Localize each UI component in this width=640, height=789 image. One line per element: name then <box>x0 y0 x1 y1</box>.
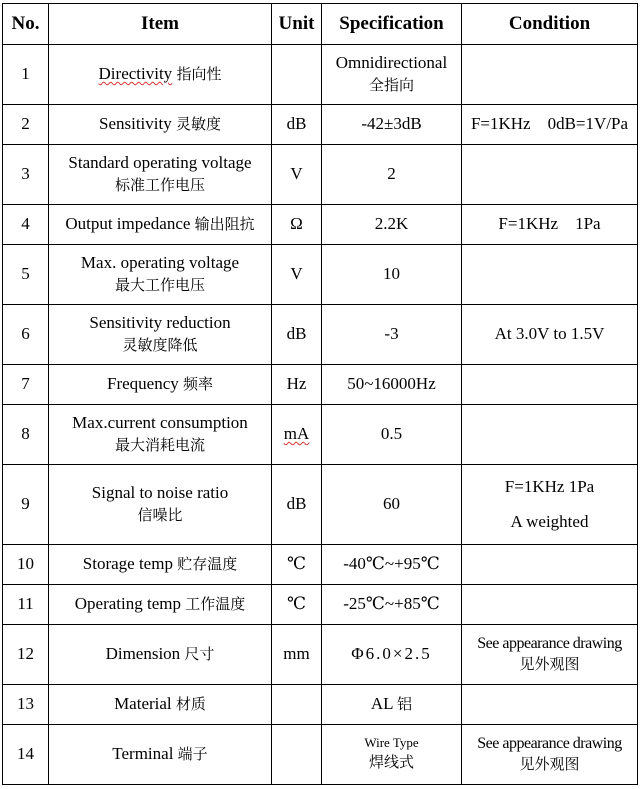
spec-cell: 0.5 <box>322 405 462 465</box>
spec-value-cn: 全指向 <box>368 77 414 94</box>
item-cell <box>49 405 272 465</box>
spec-cell: -3 <box>322 305 462 365</box>
row-number: 4 <box>3 205 49 245</box>
unit-cell: ℃ <box>272 585 322 625</box>
spec-cell: -42±3dB <box>322 105 462 145</box>
item-name-cn: 材质 <box>175 697 206 714</box>
item-name: Max. operating voltage <box>80 253 240 273</box>
item-cell <box>49 145 272 205</box>
item-cell <box>49 685 272 725</box>
unit-cell: dB <box>272 465 322 545</box>
row-number: 14 <box>3 725 49 785</box>
condition-cell <box>462 625 638 685</box>
item-name-cn: 最大工作电压 <box>114 277 205 294</box>
table-row <box>3 685 638 725</box>
item-name: Max.current consumption <box>72 413 248 433</box>
item-name-cn: 频率 <box>183 377 214 394</box>
condition-line-2: A weighted <box>510 511 589 531</box>
item-cell <box>49 305 272 365</box>
unit-cell: Ω <box>272 205 322 245</box>
item-cell <box>49 365 272 405</box>
item-name: Storage temp <box>82 554 173 574</box>
spec-cell: 10 <box>322 245 462 305</box>
row-number: 9 <box>3 465 49 545</box>
row-number: 12 <box>3 625 49 685</box>
item-name: Sensitivity reduction <box>89 313 231 333</box>
item-name-cn: 尺寸 <box>184 647 215 664</box>
spec-value: Wire Type <box>364 735 419 751</box>
item-name-cn: 最大消耗电流 <box>114 437 205 454</box>
item-name: Dimension <box>105 644 181 664</box>
item-name: Operating temp <box>74 594 181 614</box>
unit-cell: V <box>272 245 322 305</box>
table-row <box>3 465 638 545</box>
item-name-cn: 贮存温度 <box>177 557 238 574</box>
table-row <box>3 725 638 785</box>
row-number: 11 <box>3 585 49 625</box>
unit-cell <box>272 685 322 725</box>
row-number: 7 <box>3 365 49 405</box>
condition-line-2: 见外观图 <box>519 657 580 674</box>
unit-cell: dB <box>272 105 322 145</box>
item-name: Sensitivity <box>99 114 172 134</box>
item-name: Output impedance <box>65 214 191 234</box>
specification-table <box>2 3 638 785</box>
item-name-cn: 指向性 <box>176 67 222 84</box>
header-specification: Specification <box>322 4 462 45</box>
table-row <box>3 45 638 105</box>
spec-cell: 50~16000Hz <box>322 365 462 405</box>
table-row <box>3 245 638 305</box>
row-number: 1 <box>3 45 49 105</box>
condition-cell: F=1KHz 1Pa <box>462 205 638 245</box>
row-number: 8 <box>3 405 49 465</box>
item-name-cn: 输出阻抗 <box>194 217 255 234</box>
item-name: Material <box>114 694 172 714</box>
item-name-cn: 灵敏度 <box>175 117 221 134</box>
condition-line-2: 见外观图 <box>519 757 580 774</box>
spec-cell: -25℃~+85℃ <box>322 585 462 625</box>
spec-cell <box>322 685 462 725</box>
condition-cell <box>462 465 638 545</box>
item-cell <box>49 725 272 785</box>
header-unit: Unit <box>272 4 322 45</box>
row-number: 5 <box>3 245 49 305</box>
item-cell <box>49 45 272 105</box>
item-cell <box>49 245 272 305</box>
header-condition: Condition <box>462 4 638 45</box>
spec-cell: 2 <box>322 145 462 205</box>
header-no: No. <box>3 4 49 45</box>
unit-cell <box>272 405 322 465</box>
condition-cell <box>462 45 638 105</box>
row-number: 3 <box>3 145 49 205</box>
condition-cell <box>462 365 638 405</box>
item-cell <box>49 105 272 145</box>
header-row <box>3 4 638 45</box>
item-name: Standard operating voltage <box>68 153 252 173</box>
item-name-cn: 端子 <box>177 747 208 764</box>
condition-line-1: See appearance drawing <box>477 635 622 653</box>
item-name-cn: 标准工作电压 <box>114 177 205 194</box>
item-name-cn: 信噪比 <box>137 507 183 524</box>
table-row <box>3 405 638 465</box>
spec-cell <box>322 45 462 105</box>
row-number: 6 <box>3 305 49 365</box>
spec-cell <box>322 725 462 785</box>
unit-cell: V <box>272 145 322 205</box>
table-row <box>3 205 638 245</box>
condition-line-1: F=1KHz 1Pa <box>504 476 595 496</box>
row-number: 2 <box>3 105 49 145</box>
unit-cell: Hz <box>272 365 322 405</box>
unit-cell: ℃ <box>272 545 322 585</box>
item-name-cn: 工作温度 <box>185 597 246 614</box>
spec-cell: 2.2K <box>322 205 462 245</box>
item-cell <box>49 585 272 625</box>
unit-value: mA <box>283 424 310 444</box>
condition-cell <box>462 545 638 585</box>
item-cell <box>49 205 272 245</box>
table-row <box>3 585 638 625</box>
condition-cell <box>462 585 638 625</box>
unit-cell: dB <box>272 305 322 365</box>
item-name: Terminal <box>112 744 174 764</box>
table-row <box>3 145 638 205</box>
item-cell <box>49 545 272 585</box>
row-number: 10 <box>3 545 49 585</box>
condition-cell <box>462 145 638 205</box>
item-name: Directivity <box>98 64 173 84</box>
spec-cell: -40℃~+95℃ <box>322 545 462 585</box>
item-name: Frequency <box>106 374 179 394</box>
item-name: Signal to noise ratio <box>91 483 229 503</box>
item-cell <box>49 625 272 685</box>
item-name-cn: 灵敏度降低 <box>122 337 198 354</box>
condition-cell: F=1KHz 0dB=1V/Pa <box>462 105 638 145</box>
condition-cell <box>462 685 638 725</box>
spec-value: AL <box>370 694 393 714</box>
spec-cell: 60 <box>322 465 462 545</box>
table-row <box>3 105 638 145</box>
header-item: Item <box>49 4 272 45</box>
table-row <box>3 305 638 365</box>
item-cell <box>49 465 272 545</box>
unit-cell <box>272 725 322 785</box>
condition-cell <box>462 725 638 785</box>
row-number: 13 <box>3 685 49 725</box>
unit-cell: mm <box>272 625 322 685</box>
spec-cell: Φ6.0×2.5 <box>322 625 462 685</box>
condition-cell: At 3.0V to 1.5V <box>462 305 638 365</box>
spec-value-cn: 焊线式 <box>368 755 414 772</box>
condition-cell <box>462 245 638 305</box>
table-row <box>3 365 638 405</box>
spec-value-cn: 铝 <box>397 697 413 714</box>
condition-line-1: See appearance drawing <box>477 735 622 753</box>
unit-cell <box>272 45 322 105</box>
spec-value: Omnidirectional <box>335 53 448 73</box>
condition-cell <box>462 405 638 465</box>
table-row <box>3 545 638 585</box>
table-row <box>3 625 638 685</box>
